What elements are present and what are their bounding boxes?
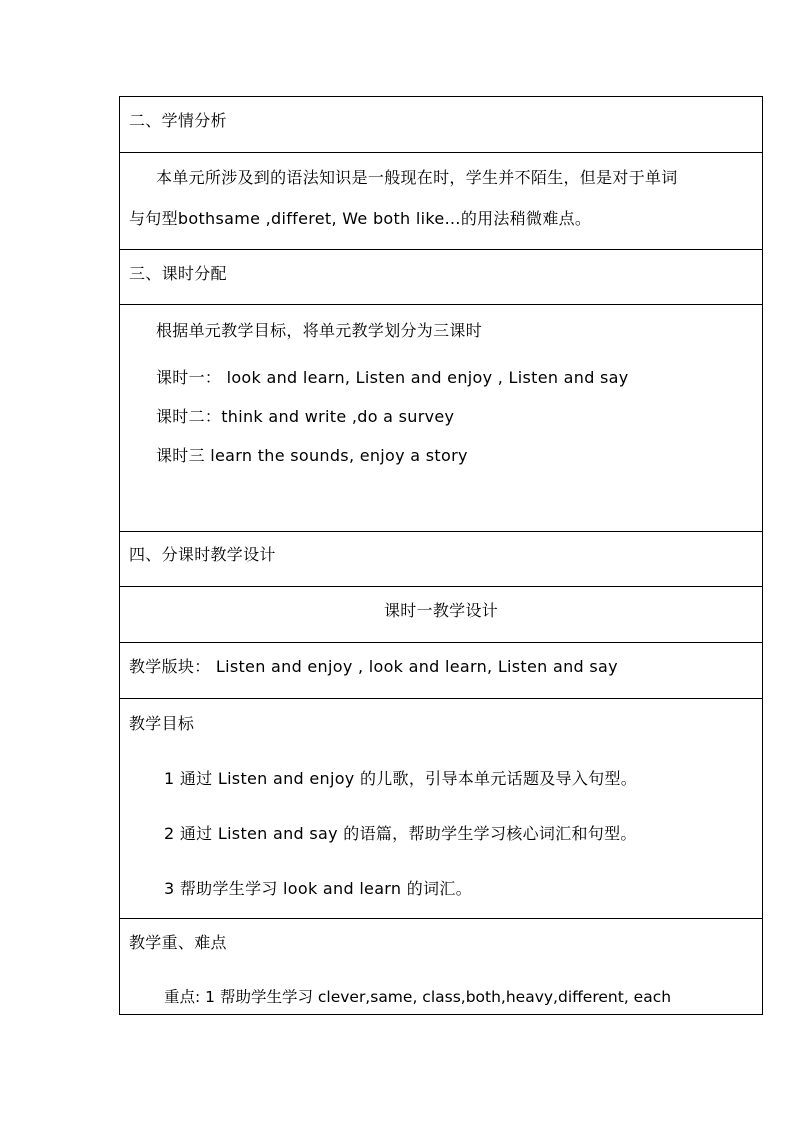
- section-heading-row: [120, 532, 762, 587]
- objective-item: 2 通过 Listen and say 的语篇，帮助学生学习核心词汇和句型。: [164, 824, 637, 843]
- objectives-heading: 教学目标: [129, 714, 195, 733]
- lesson-plan-table: [119, 96, 763, 1015]
- section-content-row: [120, 305, 762, 532]
- objective-item: 1 通过 Listen and enjoy 的儿歌，引导本单元话题及导入句型。: [164, 769, 638, 788]
- module-line: 教学版块： Listen and enjoy , look and learn, Listen and say: [129, 657, 618, 676]
- lesson-title: 课时一教学设计: [383, 601, 499, 620]
- section-content-row: [120, 153, 762, 250]
- lesson-allocation-line: 课时二：think and write ,do a survey: [156, 407, 455, 426]
- section-heading: 二、学情分析: [129, 111, 227, 130]
- keypoints-row: [120, 919, 762, 1014]
- section-heading-row: [120, 250, 762, 305]
- module-row: [120, 643, 762, 699]
- keypoints-line: 重点: 1 帮助学生学习 clever,same, class,both,heavy,different, each: [164, 988, 672, 1006]
- paragraph-line: 与句型bothsame ,differet, We both like…的用法稍微难点。: [129, 209, 592, 228]
- paragraph-line: 本单元所涉及到的语法知识是一般现在时，学生并不陌生，但是对于单词: [156, 168, 678, 187]
- objectives-row: [120, 699, 762, 919]
- section-heading: 三、课时分配: [129, 264, 227, 283]
- paragraph-line: 根据单元教学目标，将单元教学划分为三课时: [156, 321, 483, 340]
- lesson-allocation-line: 课时一： look and learn, Listen and enjoy , Listen and say: [156, 368, 629, 387]
- lesson-allocation-line: 课时三 learn the sounds, enjoy a story: [156, 446, 468, 465]
- section-heading: 四、分课时教学设计: [129, 545, 276, 564]
- lesson-title-row: [120, 587, 762, 643]
- objective-item: 3 帮助学生学习 look and learn 的词汇。: [164, 879, 472, 898]
- section-heading-row: [120, 97, 762, 153]
- keypoints-heading: 教学重、难点: [129, 933, 227, 952]
